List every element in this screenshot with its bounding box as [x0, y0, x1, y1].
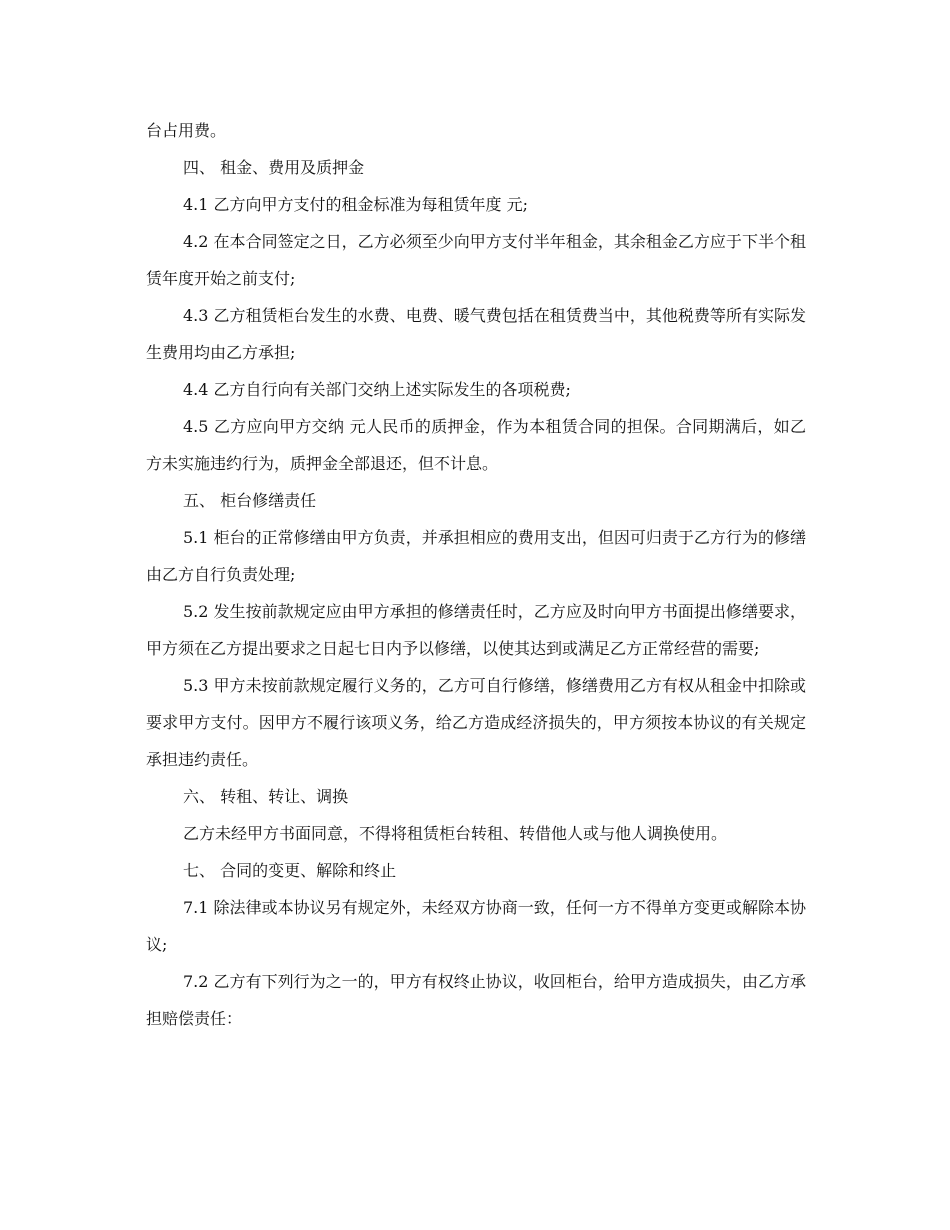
section-heading-contract-change: 七、 合同的变更、解除和终止 [183, 861, 397, 880]
clause-sublease: 乙方未经甲方书面同意，不得将租赁柜台转租、转借他人或与他人调换使用。 [183, 824, 728, 843]
section-heading-rent-fees-deposit: 四、 租金、费用及质押金 [183, 158, 365, 177]
document-page [146, 112, 806, 1037]
clause-5-1: 5.1 柜台的正常修缮由甲方负责，并承担相应的费用支出，但因可归责于乙方行为的修缮由乙方自行负责处理; [146, 528, 806, 584]
clause-4-2: 4.2 在本合同签定之日，乙方必须至少向甲方支付半年租金，其余租金乙方应于下半个租赁年度开始之前支付; [146, 232, 806, 288]
clause-7-1: 7.1 除法律或本协议另有规定外，未经双方协商一致，任何一方不得单方变更或解除本协议; [146, 898, 806, 954]
clause-7-2: 7.2 乙方有下列行为之一的，甲方有权终止协议，收回柜台，给甲方造成损失，由乙方承担赔偿责任： [146, 972, 806, 1028]
clause-4-4: 4.4 乙方自行向有关部门交纳上述实际发生的各项税费; [183, 380, 571, 399]
clause-5-2: 5.2 发生按前款规定应由甲方承担的修缮责任时，乙方应及时向甲方书面提出修缮要求，甲方须在乙方提出要求之日起七日内予以修缮，以使其达到或满足乙方正常经营的需要; [146, 602, 806, 658]
section-heading-sublease-transfer: 六、 转租、转让、调换 [183, 787, 349, 806]
clause-4-3: 4.3 乙方租赁柜台发生的水费、电费、暖气费包括在租赁费当中，其他税费等所有实际发生费用均由乙方承担; [146, 306, 806, 362]
paragraph-continuation: 台占用费。 [146, 121, 227, 140]
clause-4-5: 4.5 乙方应向甲方交纳 元人民币的质押金，作为本租赁合同的担保。合同期满后，如乙方未实施违约行为，质押金全部退还，但不计息。 [146, 417, 806, 473]
clause-5-3: 5.3 甲方未按前款规定履行义务的，乙方可自行修缮，修缮费用乙方有权从租金中扣除或要求甲方支付。因甲方不履行该项义务，给乙方造成经济损失的，甲方须按本协议的有关规定承担违约责任。 [146, 676, 806, 769]
section-heading-counter-repair: 五、 柜台修缮责任 [183, 491, 317, 510]
clause-4-1: 4.1 乙方向甲方支付的租金标准为每租赁年度 元; [183, 195, 529, 214]
